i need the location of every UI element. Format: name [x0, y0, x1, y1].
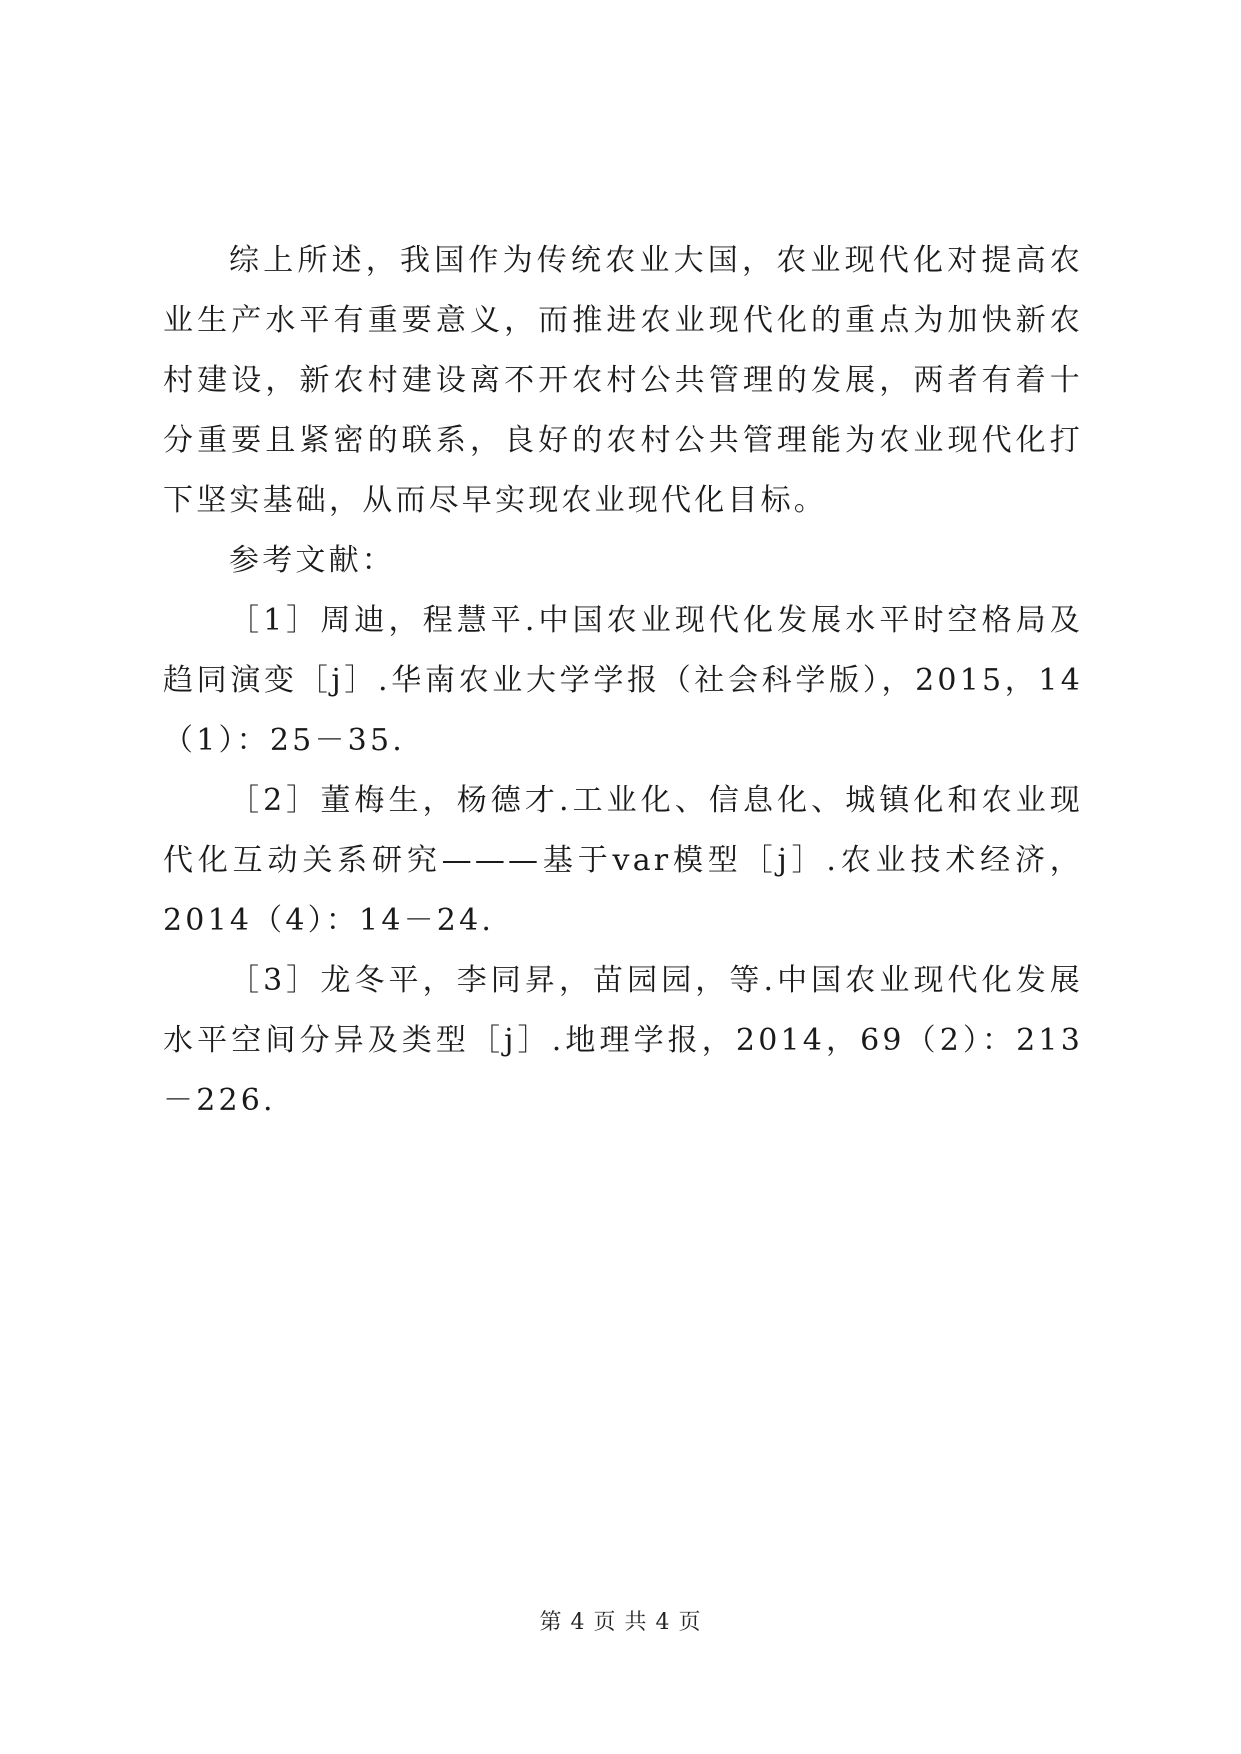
document-body	[163, 231, 1083, 1131]
page-footer: 第 4 页 共 4 页	[539, 1610, 702, 1635]
references-heading: 参考文献：	[229, 543, 395, 578]
reference-item-3: ［3］龙冬平，李同昇，苗园园，等.中国农业现代化发展水平空间分异及类型［j］.地理学报，2014，69（2）：213－226.	[163, 963, 1083, 1118]
reference-item-2: ［2］董梅生，杨德才.工业化、信息化、城镇化和农业现代化互动关系研究———基于var模型［j］.农业技术经济，2014（4）：14－24.	[163, 783, 1083, 938]
conclusion-paragraph: 综上所述，我国作为传统农业大国，农业现代化对提高农业生产水平有重要意义，而推进农业现代化的重点为加快新农村建设，新农村建设离不开农村公共管理的发展，两者有着十分重要且紧密的联系，良好的农村公共管理能为农业现代化打下坚实基础，从而尽早实现农业现代化目标。	[163, 243, 1083, 518]
reference-item-1: ［1］周迪，程慧平.中国农业现代化发展水平时空格局及趋同演变［j］.华南农业大学学报（社会科学版），2015，14（1）：25－35.	[163, 603, 1083, 758]
